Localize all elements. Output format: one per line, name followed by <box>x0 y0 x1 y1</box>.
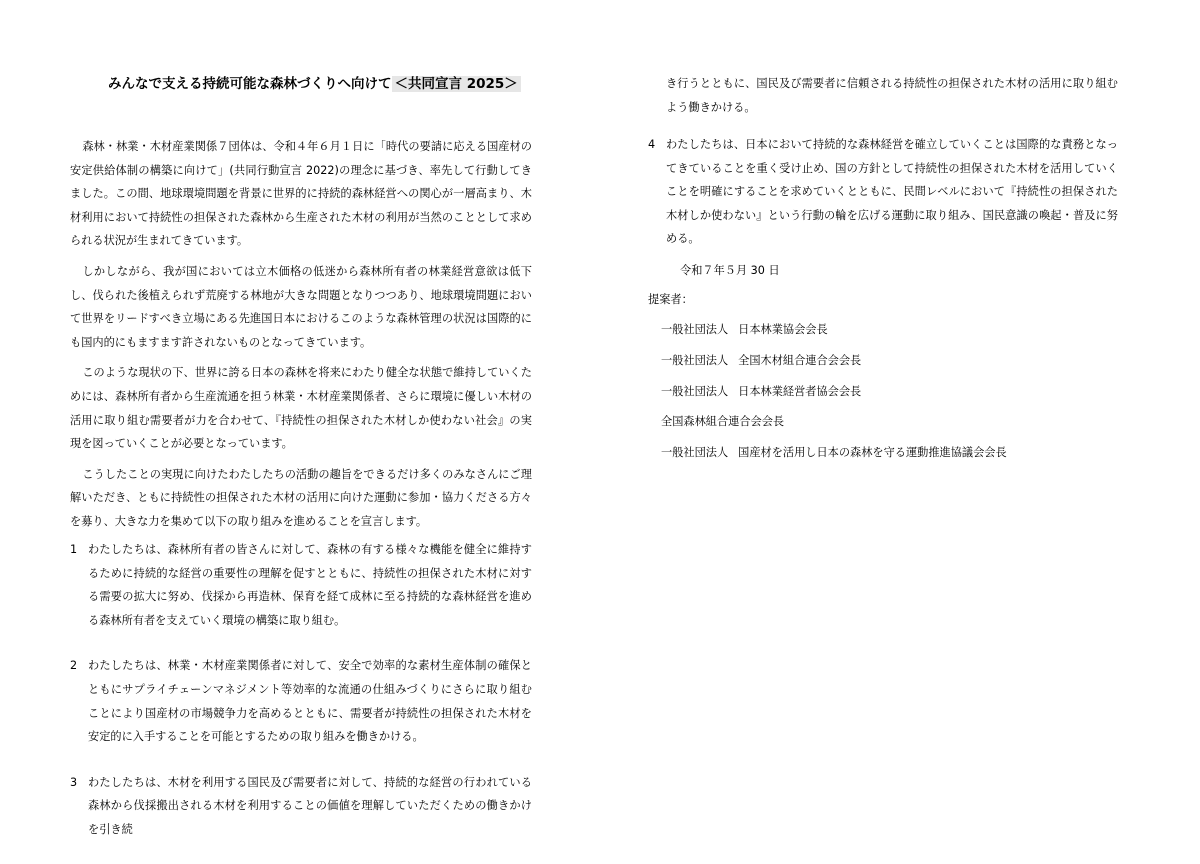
organization-list <box>661 318 1007 472</box>
item-number: 3 <box>70 775 78 789</box>
organization-name: 全国木材組合連合会会長 <box>738 353 862 367</box>
title-main: みんなで支える持続可能な森林づくりへ向けて <box>108 76 392 92</box>
intro-paragraph-4: こうしたことの実現に向けたわたしたちの活動の趣旨をできるだけ多くのみなさんにご理解いただき、ともに持続性の担保された木材の活用に向けた運動に参加・協力くださる方々を募り、大きな力を集めて以下の取り組みを進めることを宣言します。 <box>70 467 532 528</box>
declaration-item-2 <box>70 654 532 748</box>
item-number: 1 <box>70 543 78 556</box>
declaration-date: 令和７年５月 30 日 <box>680 264 780 277</box>
intro-paragraph-1: 森林・林業・木材産業関係７団体は、令和４年６月１日に「時代の要請に応える国産材の安定供給体制の構築に向けて」(共同行動宣言 2022)の理念に基づき、率先して行動してきました。この間、地球環境問題を背景に世界的に持続的森林経営への関心が一層高まり、木材利用において持続性の担保された森林から生産された木材の利用が当然のこととして求められる状況が生まれてきています。 <box>70 140 532 248</box>
organization-entry <box>661 441 1007 472</box>
organization-entry <box>661 380 1007 411</box>
declaration-item-4 <box>648 133 1118 273</box>
document-title <box>108 73 528 95</box>
intro-paragraph-2: しかしながら、我が国においては立木価格の低迷から森林所有者の林業経営意欲は低下し、伐られた後植えられず荒廃する林地が大きな問題となりつつあり、地球環境問題において世界をリードすべき立場にある先進国日本におけるこのような森林管理の状況は国際的にも国内的にもますます許されないものとなってきています。 <box>70 264 532 349</box>
organization-type: 一般社団法人 <box>661 323 729 336</box>
intro-section <box>70 135 532 541</box>
organization-entry <box>661 318 1007 349</box>
organization-entry <box>661 410 1007 441</box>
item-text: わたしたちは、林業・木材産業関係者に対して、安全で効率的な素材生産体制の確保とともにサプライチェーンマネジメント等効率的な流通の仕組みづくりにさらに取り組むことにより国産材の市場競争力を高めるとともに、需要者が持続性の担保された木材を安定的に入手することを可能とするための取り組みを働きかける。 <box>88 659 532 744</box>
organization-type: 一般社団法人 <box>661 384 729 398</box>
declaration-item-3 <box>70 771 532 842</box>
item-number: 4 <box>648 138 656 151</box>
organization-name: 国産材を活用し日本の森林を守る運動推進協議会会長 <box>738 446 1007 460</box>
item-4-row <box>648 133 1118 251</box>
title-highlight: ＜共同宣言 2025＞ <box>392 76 521 92</box>
declaration-item-1 <box>70 538 532 632</box>
organization-name: 日本林業協会会長 <box>738 323 828 336</box>
proposer-label: 提案者： <box>648 293 693 306</box>
organization-type: 一般社団法人 <box>661 446 729 460</box>
organization-name: 日本林業経営者協会会長 <box>738 384 862 398</box>
organization-entry <box>661 349 1007 380</box>
organization-type: 一般社団法人 <box>661 353 729 367</box>
intro-paragraph-3: このような現状の下、世界に誇る日本の森林を将来にわたり健全な状態で維持していくためには、森林所有者から生産流通を担う林業・木材産業関係者、さらに環境に優しい木材の活用に取り組む需要者が力を合わせて、『持続性の担保された木材しか使わない社会』の実現を図っていくことが必要となっています。 <box>70 366 532 451</box>
item-text: わたしたちは、日本において持続的な森林経営を確立していくことは国際的な責務となってきていることを重く受け止め、国の方針として持続性の担保された木材を活用していくことを明確にすることを求めていくとともに、民間レベルにおいて『持続性の担保された木材しか使わない』という行動の輪を広げる運動に取り組み、国民意識の喚起・普及に努める。 <box>666 138 1118 246</box>
organization-name: 全国森林組合連合会会長 <box>661 415 785 429</box>
item-text: わたしたちは、森林所有者の皆さんに対して、森林の有する様々な機能を健全に維持するために持続的な経営の重要性の理解を促すとともに、持続性の担保された木材に対する需要の拡大に努め、伐採から再造林、保育を経て成林に至る持続的な森林経営を進める森林所有者を支えていく環境の構築に取り組む。 <box>88 543 532 627</box>
item-number: 2 <box>70 659 78 673</box>
item-3-continuation: き行うとともに、国民及び需要者に信頼される持続性の担保された木材の活用に取り組むよう働きかける。 <box>666 77 1118 114</box>
item-text: わたしたちは、木材を利用する国民及び需要者に対して、持続的な経営の行われている森林から伐採搬出される木材を利用することの価値を理解していただくための働きかけを引き続 <box>88 775 532 836</box>
declaration-items <box>70 538 532 864</box>
